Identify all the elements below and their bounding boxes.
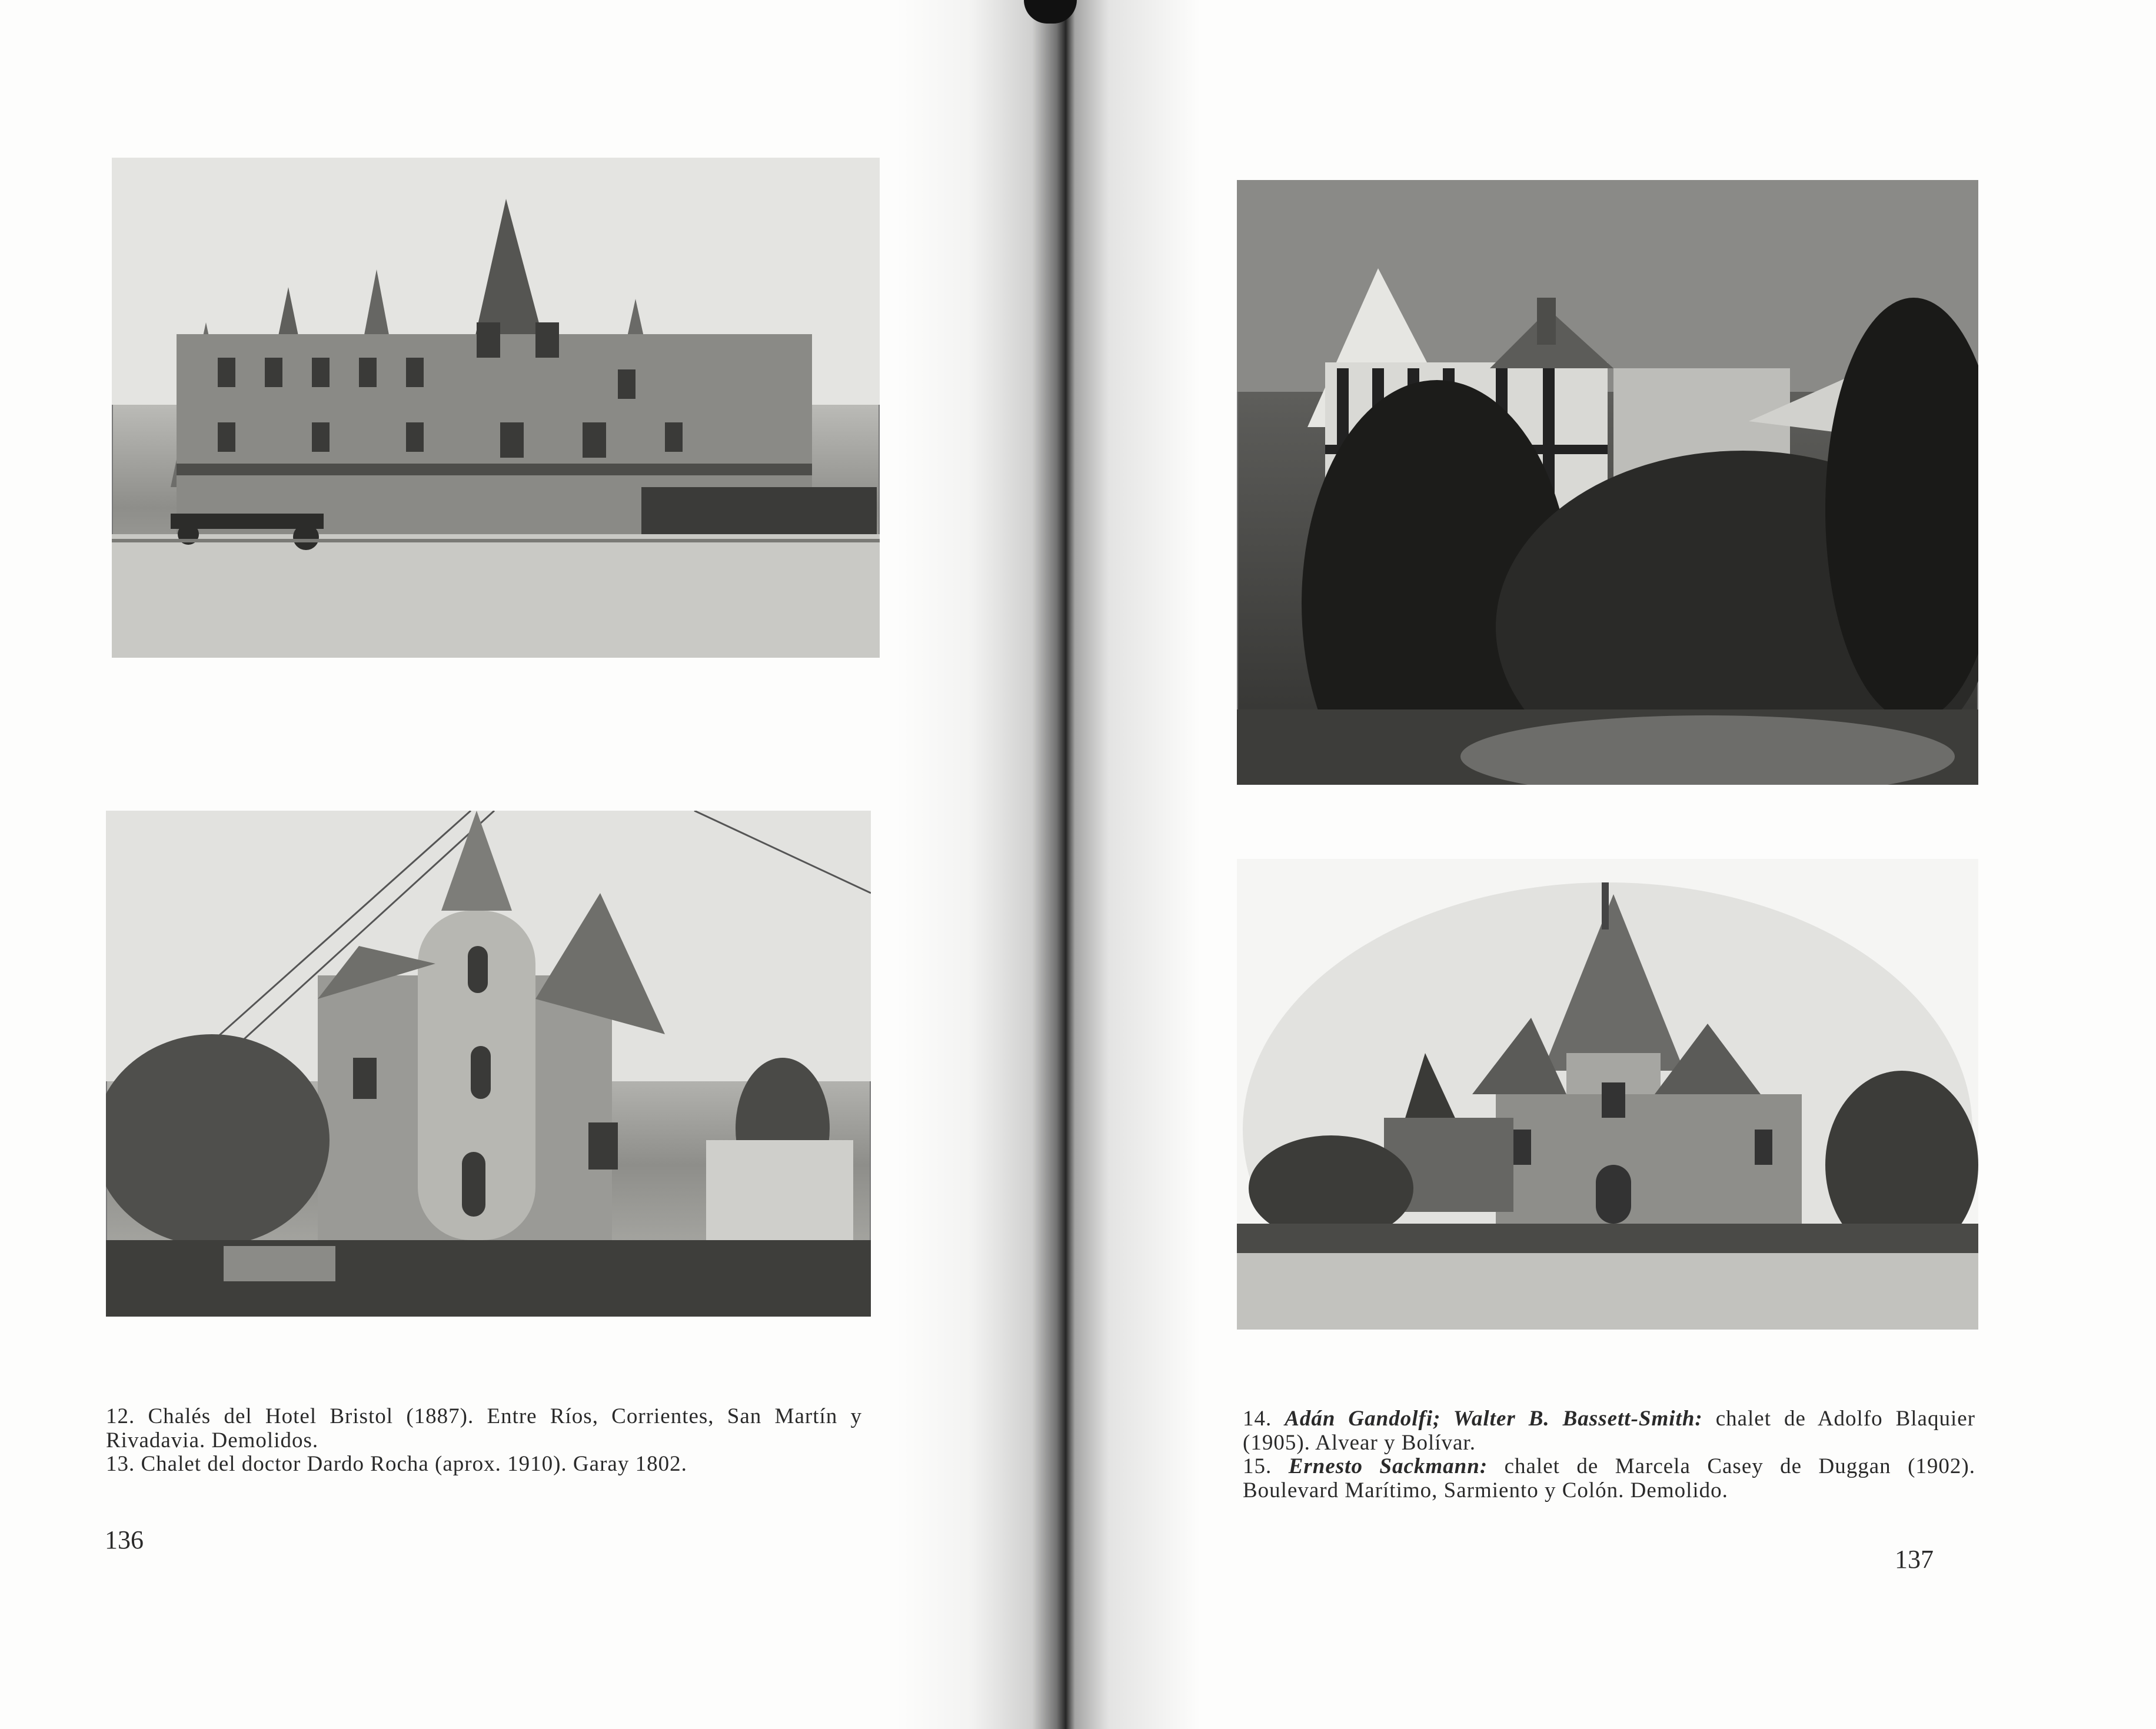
- dardo-rocha-illustration: [106, 811, 871, 1317]
- caption-14-authors: Adán Gandolfi; Walter B. Bassett-Smith:: [1285, 1407, 1703, 1431]
- caption-14-number: 14.: [1243, 1407, 1272, 1431]
- photo-hotel-bristol: [112, 158, 880, 658]
- left-captions: [106, 1405, 862, 1477]
- caption-15: [1243, 1455, 1975, 1503]
- right-page: [1065, 0, 2156, 1729]
- blaquier-chalet-illustration: [1237, 180, 1978, 785]
- photo-dardo-rocha: [106, 811, 871, 1317]
- hotel-bristol-illustration: [112, 158, 880, 658]
- page-number-right: 137: [1895, 1545, 1934, 1574]
- caption-15-number: 15.: [1243, 1454, 1272, 1479]
- caption-14-text: chalet de Adolfo Blaquier (1905). Alvear y Bolívar.: [1243, 1407, 1976, 1455]
- caption-15-authors: Ernesto Sackmann:: [1288, 1454, 1488, 1479]
- right-captions: [1243, 1407, 1975, 1503]
- caption-15-text: chalet de Marcela Casey de Duggan (1902). Boulevard Marítimo, Sarmiento y Colón. Demolido.: [1243, 1454, 1976, 1503]
- book-gutter-shadow: [894, 0, 1200, 1729]
- duggan-chalet-illustration: [1237, 859, 1978, 1330]
- photo-blaquier-chalet: [1237, 180, 1978, 785]
- caption-12: 12. Chalés del Hotel Bristol (1887). Entre Ríos, Corrientes, San Martín y Rivadavia. Demolidos.: [106, 1404, 862, 1453]
- caption-13: 13. Chalet del doctor Dardo Rocha (aprox. 1910). Garay 1802.: [106, 1452, 687, 1477]
- photo-duggan-chalet: [1237, 859, 1978, 1330]
- caption-14: [1243, 1407, 1975, 1455]
- page-number-left: 136: [105, 1525, 144, 1554]
